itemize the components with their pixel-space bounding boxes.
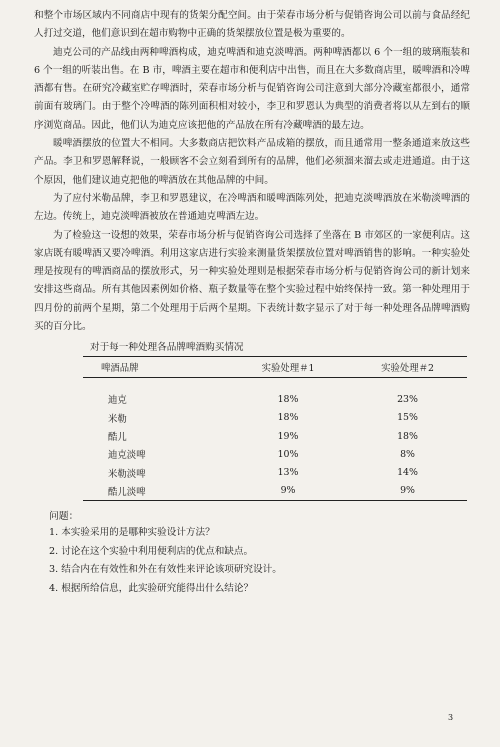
table-row — [83, 482, 467, 501]
question-3: 3. 结合内在有效性和外在有效性来评论该项研究设计。 — [49, 564, 282, 576]
row-t1: 13% — [277, 467, 299, 479]
row-t2: 15% — [397, 412, 418, 424]
paragraph-1: 和整个市场区域内不同商店中现有的货架分配空间。由于荣春市场分析与促销咨询公司以前与食品经纪人打过交道，他们意识到在超市购物中正确的货架摆放位置是极为重要的。 — [34, 10, 470, 40]
page-number: 3 — [448, 713, 454, 722]
row-t2: 9% — [400, 485, 415, 497]
row-t1: 18% — [277, 412, 299, 424]
table-row — [83, 409, 467, 427]
row-t1: 10% — [277, 448, 299, 460]
row-t2: 14% — [397, 467, 418, 479]
row-t2: 23% — [397, 393, 418, 405]
question-1: 1. 本实验采用的是哪种实验设计方法？ — [49, 527, 215, 539]
row-t2: 8% — [400, 448, 415, 460]
question-2: 2. 讨论在这个实验中利用便利店的优点和缺点。 — [49, 545, 254, 557]
paragraph-5: 为了检验这一设想的效果，荣春市场分析与促销咨询公司选择了坐落在 B 市郊区的一家便利店。这家店既有暖啤酒又要冷啤酒。利用这家店进行实验来测量货架摆放位置对啤酒销售的影响。一种实验处理是按现有的啤酒商品的摆放形式，另一种实验处理则是根据荣春市场分析与促销咨询公司的新计划来安排这些商品。所有其他因素例如价格、瓶子数量等在整个实验过程中始终保持一致。第一种处理用于四月份的前两个星期，第二个处理用于后两个星期。下表统计数字显示了对于每一种处理各品牌啤酒购买的百分比。 — [34, 229, 470, 333]
row-brand: 米勒淡啤 — [108, 468, 146, 480]
header-treatment-2: 实验处理＃2 — [381, 363, 434, 375]
questions-title: 问题： — [49, 511, 79, 523]
row-brand: 酷儿 — [108, 432, 127, 444]
row-brand: 迪克淡啤 — [108, 450, 146, 462]
header-brand: 啤酒品牌 — [101, 363, 139, 375]
row-brand: 迪克 — [108, 395, 127, 407]
paragraph-3: 暖啤酒摆放的位置大不相同。大多数商店把饮料产品成箱的摆放，而且通常用一整条通道来放这些产品。李卫和罗恩解释说，一般顾客不会立刻看到所有的品牌，他们必须溜来溜去或走进通道。由于这个原因，他们建议迪克把他的啤酒放在其他品牌的中间。 — [34, 138, 470, 186]
table-spacer — [83, 378, 467, 391]
table-caption: 对于每一种处理各品牌啤酒购买情况 — [90, 342, 244, 354]
row-t1: 18% — [277, 393, 299, 405]
row-t2: 18% — [397, 430, 418, 442]
row-brand: 酷儿淡啤 — [108, 486, 146, 498]
row-t1: 9% — [280, 485, 296, 497]
table-row — [83, 464, 467, 482]
row-brand: 米勒 — [108, 413, 127, 425]
paragraph-4: 为了应付米勒品牌，李卫和罗恩建议，在冷啤酒和暖啤酒陈列处，把迪克淡啤酒放在米勒淡啤酒的左边。传统上，迪克淡啤酒被放在普通迪克啤酒左边。 — [34, 192, 470, 223]
table-header-row — [83, 357, 467, 378]
purchase-table — [83, 356, 467, 501]
question-4: 4. 根据所给信息，此实验研究能得出什么结论？ — [49, 582, 254, 594]
header-treatment-1: 实验处理＃1 — [261, 363, 315, 375]
table-row — [83, 390, 467, 408]
row-t1: 19% — [277, 430, 299, 442]
table-row — [83, 427, 467, 445]
table-row — [83, 445, 467, 463]
document-page — [34, 7, 470, 598]
paragraph-2: 迪克公司的产品线由两种啤酒构成，迪克啤酒和迪克淡啤酒。两种啤酒都以 6 个一组的玻璃瓶装和 6 个一组的听装出售。在 B 市，啤酒主要在超市和便利店中出售，而且在大多数商店里，暖啤酒和冷啤酒都有售。在研究冷藏室贮存啤酒时，荣春市场分析与促销咨询公司注意到大部分冷藏室都很小，通常前面有玻璃门。由于整个冷啤酒的陈列面积相对较小，李卫和罗恩认为典型的消费者将以从左到右的顺序浏览商品。因此，他们认为迪克应该把他的产品放在所有冷藏啤酒的最左边。 — [34, 46, 470, 131]
